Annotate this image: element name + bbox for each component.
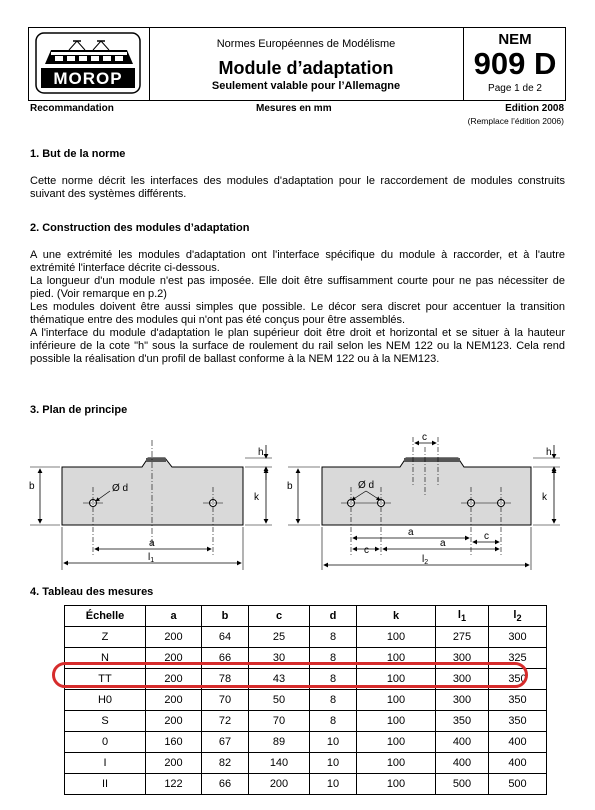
- header-subtitle-bottom: Seulement valable pour l’Allemagne: [211, 80, 401, 92]
- table-cell: I: [65, 753, 146, 774]
- table-cell: 67: [202, 732, 249, 753]
- table-cell: TT: [65, 669, 146, 690]
- header-subtitle-top: Normes Européennes de Modélisme: [216, 38, 396, 50]
- section-2-paragraph-3: Les modules doivent être aussi simples que possible. Le décor sera discret pour accentuer la transition thématique entre des modules qui n'ont pas été conçus pour être assemblés.: [30, 301, 565, 326]
- table-cell: 70: [202, 690, 249, 711]
- principle-diagram: [0, 425, 595, 575]
- header-title-cell: [149, 28, 463, 100]
- diagram-label-h-2: h: [546, 447, 552, 458]
- table-cell: 43: [249, 669, 310, 690]
- table-cell: 200: [146, 711, 202, 732]
- section-4-title: 4. Tableau des mesures: [30, 586, 154, 598]
- table-cell: 64: [202, 627, 249, 648]
- table-cell: 100: [357, 669, 436, 690]
- measurements-table: [64, 605, 547, 795]
- diagram-label-a-upper: a: [408, 527, 414, 538]
- table-cell: 300: [489, 627, 547, 648]
- table-cell: 200: [146, 627, 202, 648]
- diagram-label-b: b: [29, 481, 35, 492]
- section-2-paragraph-4: A l'interface du module d'adaptation le plan supérieur doit être droit et horizontal et se situer à la hauteur inférieure de la cote "h" sous la surface de roulement du rail selon les NEM 122 ou la NEM123. Cela rend possible la réalisation d'un profil de ballast conforme à la NEM 122 ou à la NEM123.: [30, 327, 565, 365]
- table-row: [65, 732, 547, 753]
- section-2-paragraph-2: La longueur d'un module n'est pas imposée. Elle doit être suffisamment courte pour ne pas nécessiter de pied. (Voir remarque en p.2): [30, 275, 565, 300]
- column-header-scale: Échelle: [65, 606, 146, 627]
- diagram-label-l2: $l_2$: [422, 554, 429, 566]
- table-cell: 82: [202, 753, 249, 774]
- column-header-l2: $l_2$: [489, 606, 547, 627]
- table-cell: 10: [310, 774, 357, 795]
- nem-label: NEM: [498, 31, 532, 48]
- diagram-label-c-right: c: [484, 531, 489, 542]
- table-cell: 100: [357, 648, 436, 669]
- column-header-b: b: [202, 606, 249, 627]
- table-cell: 122: [146, 774, 202, 795]
- table-cell: 72: [202, 711, 249, 732]
- document-title: Module d’adaptation: [218, 58, 394, 78]
- column-header-k: k: [357, 606, 436, 627]
- table-cell: 100: [357, 690, 436, 711]
- table-cell: 100: [357, 774, 436, 795]
- table-cell: 275: [436, 627, 489, 648]
- diagram-label-b-2: b: [287, 481, 293, 492]
- diagram-label-c-top: c: [422, 432, 427, 443]
- table-cell: 66: [202, 774, 249, 795]
- table-cell: 300: [436, 690, 489, 711]
- diagram-module-2: [287, 432, 560, 570]
- document-header: [28, 27, 566, 101]
- table-cell: 0: [65, 732, 146, 753]
- table-cell: 325: [489, 648, 547, 669]
- table-cell: 300: [436, 648, 489, 669]
- table-cell: 300: [436, 669, 489, 690]
- table-cell: 25: [249, 627, 310, 648]
- section-2-paragraph-1: A une extrémité les modules d'adaptation ont l'interface spécifique du module à raccorder, et à l'autre extrémité l'interface décrite ci-dessous.: [30, 249, 565, 274]
- column-header-a: a: [146, 606, 202, 627]
- table-cell: 100: [357, 711, 436, 732]
- page-indicator: Page 1 de 2: [488, 83, 542, 94]
- diagram-label-c-left: c: [364, 545, 369, 556]
- section-2-title: 2. Construction des modules d’adaptation: [30, 222, 250, 234]
- table-cell: 70: [249, 711, 310, 732]
- table-cell: 66: [202, 648, 249, 669]
- diagram-label-k: k: [254, 492, 259, 503]
- column-header-l1: $l_1$: [436, 606, 489, 627]
- table-cell: 140: [249, 753, 310, 774]
- meta-replaces: (Remplace l’édition 2006): [467, 116, 564, 126]
- diagram-label-h: h: [258, 447, 264, 458]
- table-row: [65, 711, 547, 732]
- diagram-label-d: Ø d: [112, 483, 129, 494]
- table-cell: 30: [249, 648, 310, 669]
- table-cell: 10: [310, 753, 357, 774]
- diagram-label-d-2: Ø d: [358, 480, 375, 491]
- table-row: [65, 774, 547, 795]
- locomotive-logo-icon: [29, 28, 147, 100]
- norm-number: 909 D: [473, 46, 557, 81]
- table-cell: 100: [357, 732, 436, 753]
- table-cell: 10: [310, 732, 357, 753]
- diagram-module-1: [29, 440, 272, 570]
- table-header-row: [65, 606, 547, 627]
- table-cell: 8: [310, 627, 357, 648]
- table-cell: 400: [489, 732, 547, 753]
- table-cell: S: [65, 711, 146, 732]
- table-body: [65, 627, 547, 795]
- meta-edition: Edition 2008: [505, 103, 564, 114]
- section-1-title: 1. But de la norme: [30, 148, 126, 160]
- column-header-d: d: [310, 606, 357, 627]
- table-cell: 8: [310, 669, 357, 690]
- diagram-label-a-lower: a: [440, 538, 446, 549]
- table-cell: 200: [146, 648, 202, 669]
- table-cell: 100: [357, 627, 436, 648]
- logo-text: MOROP: [53, 69, 123, 88]
- table-cell: 160: [146, 732, 202, 753]
- table-cell: 100: [357, 753, 436, 774]
- column-header-c: c: [249, 606, 310, 627]
- table-cell: N: [65, 648, 146, 669]
- diagram-label-k-2: k: [542, 492, 547, 503]
- table-cell: 500: [436, 774, 489, 795]
- table-cell: 200: [249, 774, 310, 795]
- table-cell: 200: [146, 690, 202, 711]
- table-cell: 89: [249, 732, 310, 753]
- table-cell: 200: [146, 669, 202, 690]
- diagram-label-a: a: [149, 538, 155, 549]
- table-cell: 350: [436, 711, 489, 732]
- table-row: [65, 753, 547, 774]
- table-cell: 400: [489, 753, 547, 774]
- meta-recommendation: Recommandation: [30, 103, 114, 114]
- table-cell: 400: [436, 753, 489, 774]
- table-cell: 500: [489, 774, 547, 795]
- table-cell: 400: [436, 732, 489, 753]
- morop-logo: [29, 28, 150, 100]
- table-cell: 78: [202, 669, 249, 690]
- table-cell: Z: [65, 627, 146, 648]
- header-norm-cell: [463, 28, 566, 100]
- table-cell: 8: [310, 648, 357, 669]
- table-cell: H0: [65, 690, 146, 711]
- table-row: [65, 627, 547, 648]
- table-cell: 8: [310, 690, 357, 711]
- table-cell: 350: [489, 690, 547, 711]
- highlight-tt-row: [52, 662, 528, 688]
- table-cell: II: [65, 774, 146, 795]
- table-cell: 8: [310, 711, 357, 732]
- table-cell: 350: [489, 711, 547, 732]
- diagram-label-l1: $l_1$: [148, 552, 155, 564]
- section-3-title: 3. Plan de principe: [30, 404, 128, 416]
- table-cell: 350: [489, 669, 547, 690]
- table-cell: 200: [146, 753, 202, 774]
- meta-units: Mesures en mm: [256, 103, 332, 114]
- table-cell: 50: [249, 690, 310, 711]
- table-row: [65, 690, 547, 711]
- section-1-text: Cette norme décrit les interfaces des modules d'adaptation pour le raccordement de modules construits suivant des systèmes différents.: [30, 175, 565, 200]
